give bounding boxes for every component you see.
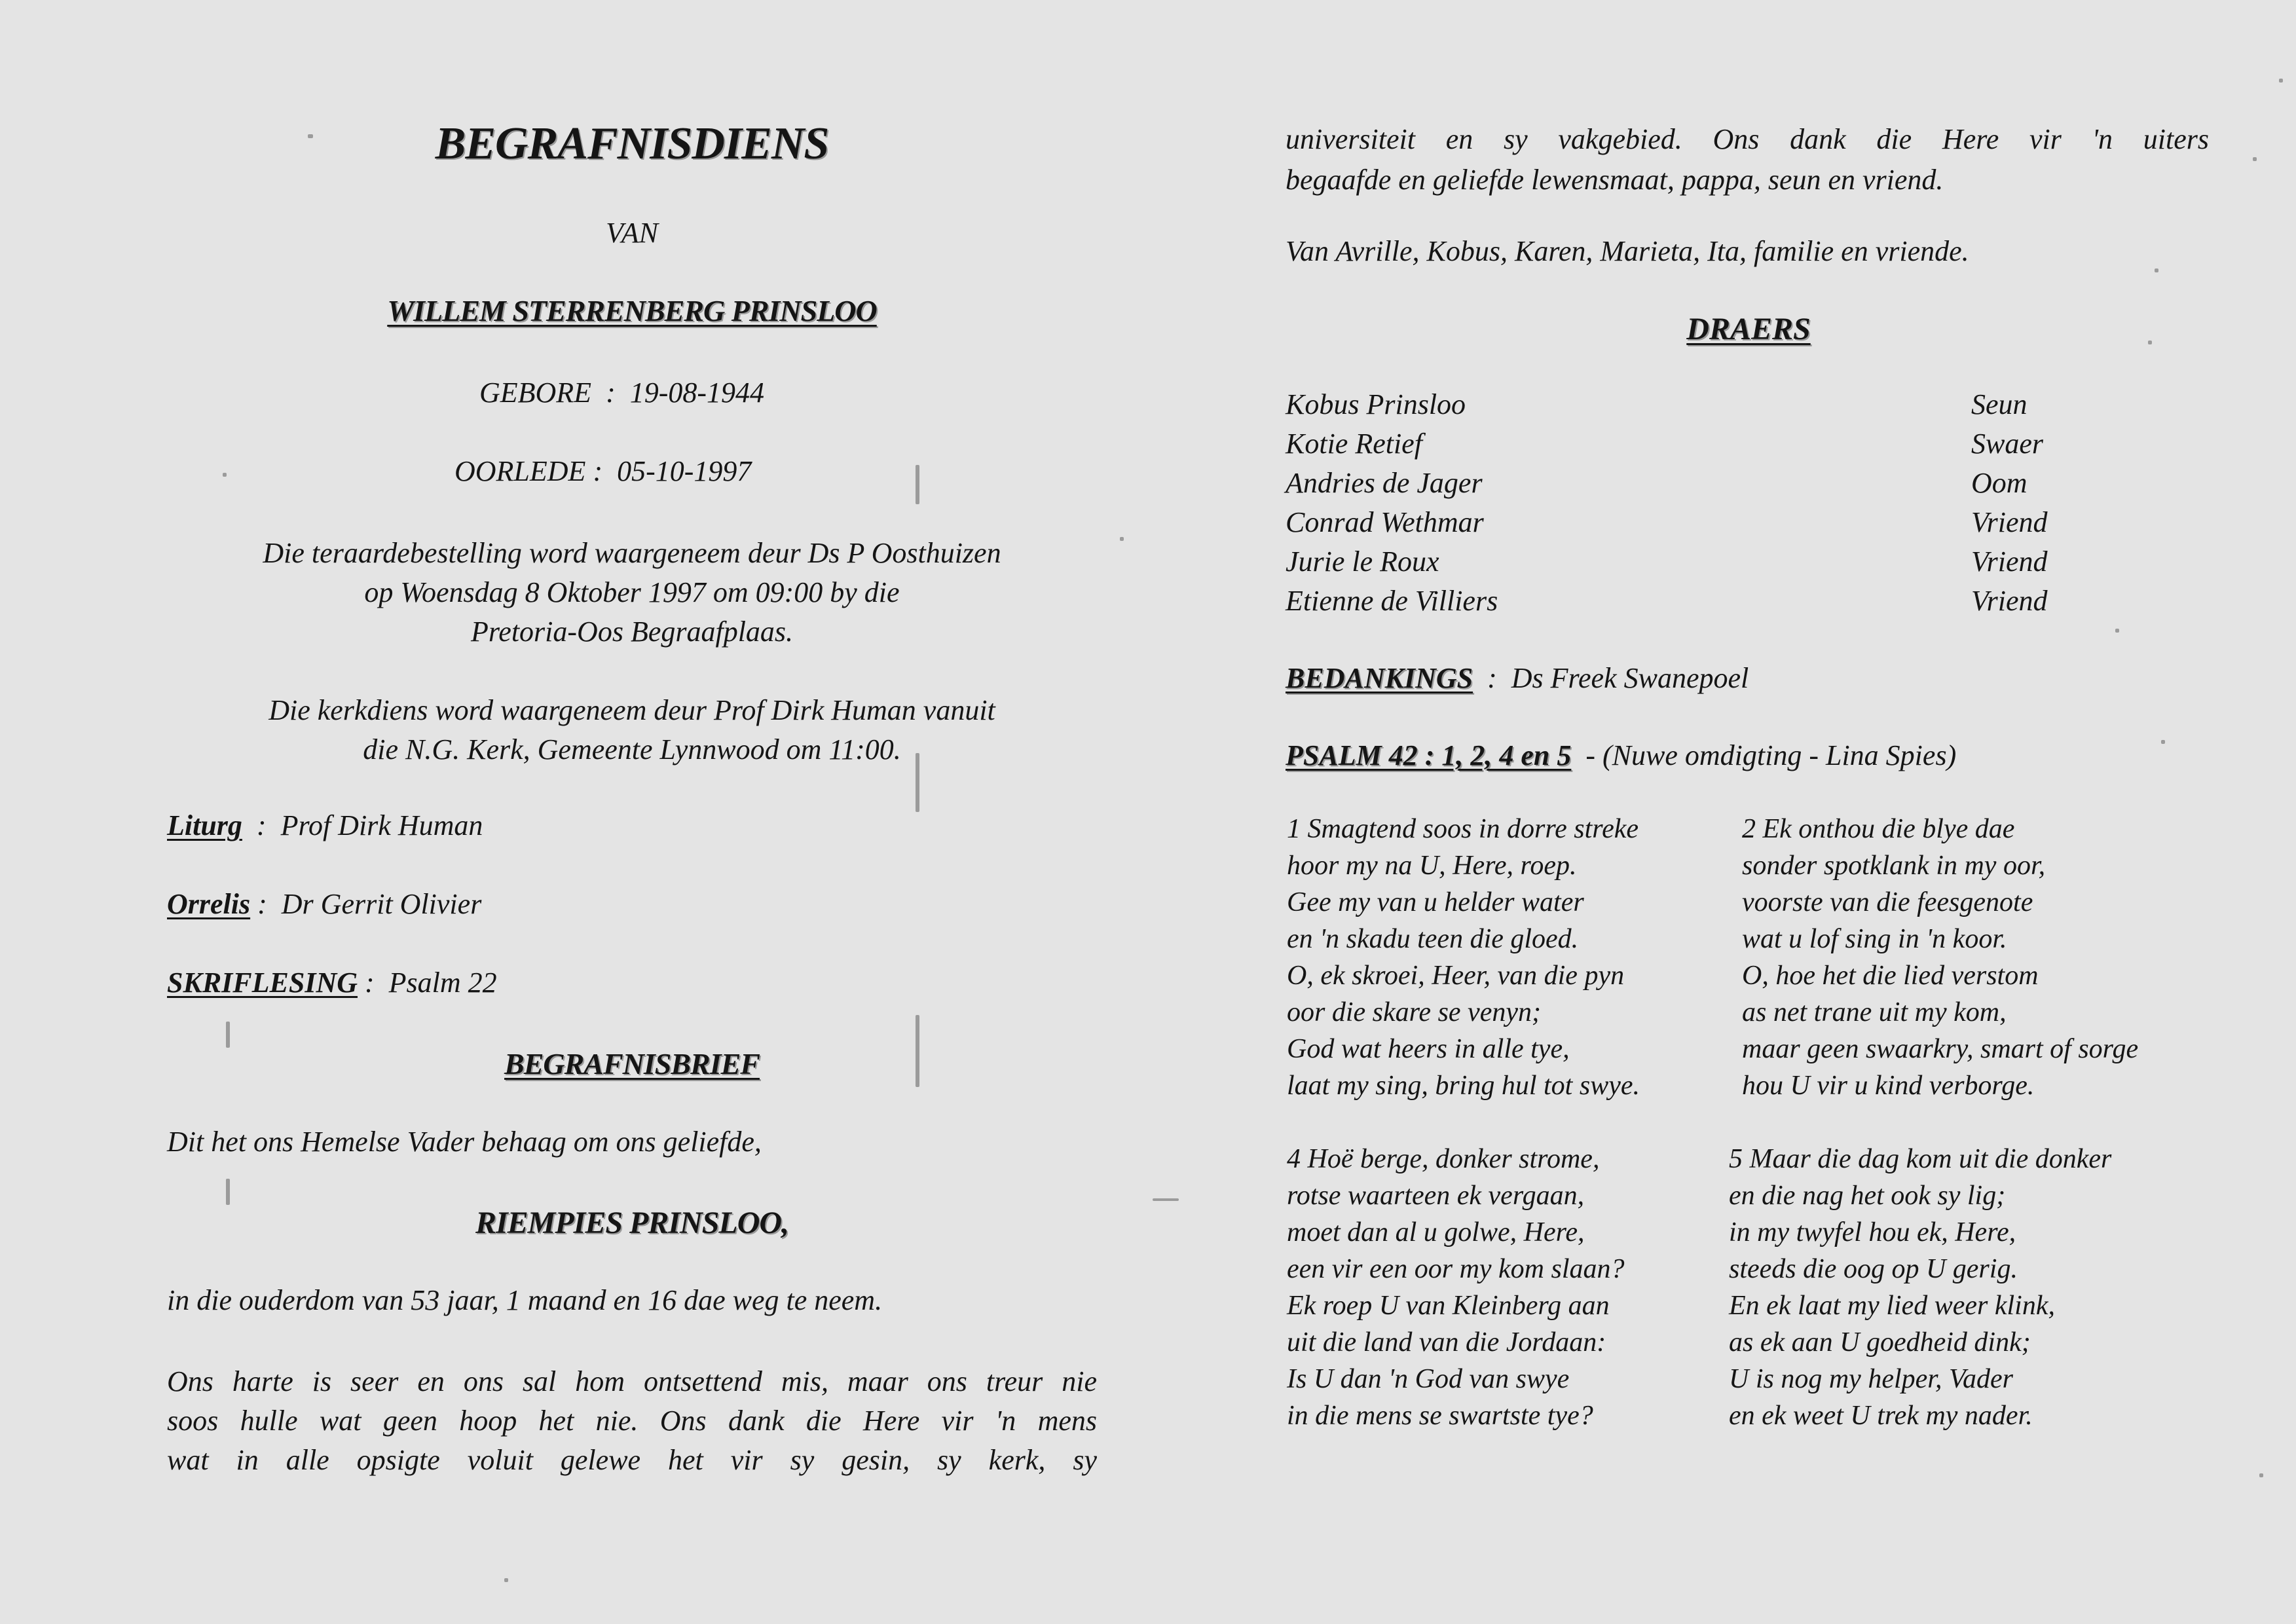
- church-paragraph: [177, 691, 1087, 769]
- stanza-line: hou U vir u kind verborge.: [1742, 1071, 2035, 1101]
- liturg-value: Prof Dirk Human: [280, 809, 483, 841]
- draer-row: [1286, 466, 2137, 506]
- draer-relation: Seun: [1971, 388, 2028, 420]
- stanza-line: in my twyfel hou ek, Here,: [1729, 1217, 2016, 1247]
- birth-date: 19-08-1944: [629, 377, 765, 409]
- skriflesing-line: SKRIFLESING : Psalm 22: [167, 967, 497, 999]
- death-line: OORLEDE : 05-10-1997: [454, 455, 752, 487]
- burial-line: op Woensdag 8 Oktober 1997 om 09:00 by die: [364, 576, 900, 608]
- closing-line: Ons harte is seer en ons sal hom ontsettend mis, maar ons treur nie: [167, 1365, 1097, 1397]
- birth-label: GEBORE: [479, 377, 592, 409]
- psalm-line: [1286, 739, 1956, 772]
- stanza-line: En ek laat my lied weer klink,: [1729, 1291, 2055, 1321]
- draer-relation: Vriend: [1971, 506, 2048, 538]
- orrelis-label: Orrelis: [167, 888, 251, 920]
- deceased-nickname: RIEMPIES PRINSLOO,: [475, 1206, 789, 1240]
- scan-speck: [2279, 79, 2283, 83]
- stanza-line: en 'n skadu teen die gloed.: [1287, 924, 1579, 954]
- draer-name: Kobus Prinsloo: [1286, 388, 1466, 420]
- stanza-line: maar geen swaarkry, smart of sorge: [1742, 1034, 2139, 1064]
- draer-relation: Oom: [1971, 467, 2028, 499]
- closing-paragraph: [167, 1362, 1097, 1480]
- scan-speck: [2148, 341, 2152, 344]
- draer-relation: Vriend: [1971, 545, 2048, 578]
- church-line: die N.G. Kerk, Gemeente Lynnwood om 11:00.: [363, 733, 901, 766]
- scan-speck: [2115, 629, 2119, 633]
- stanza-line: oor die skare se venyn;: [1287, 997, 1541, 1027]
- brief-heading: BEGRAFNISBRIEF: [504, 1047, 760, 1080]
- closing-line: wat in alle opsigte voluit gelewe het vir sy gesin, sy kerk, sy: [167, 1444, 1097, 1476]
- stanza-line: uit die land van die Jordaan:: [1287, 1327, 1606, 1357]
- continued-paragraph: [1286, 119, 2209, 200]
- continued-line: begaafde en geliefde lewensmaat, pappa, seun en vriend.: [1286, 164, 1944, 196]
- page-title: BEGRAFNISDIENS: [435, 119, 829, 169]
- age-line: in die ouderdom van 53 jaar, 1 maand en 16 dae weg te neem.: [167, 1284, 883, 1316]
- scan-speck: [2155, 268, 2158, 272]
- stanza-line: Gee my van u helder water: [1287, 887, 1584, 917]
- stanza-line: as ek aan U goedheid dink;: [1729, 1327, 2031, 1357]
- death-label: OORLEDE: [454, 455, 586, 487]
- scan-speck: [223, 473, 227, 477]
- stanza-line: hoor my na U, Here, roep.: [1287, 851, 1577, 881]
- stanza-line: 5 Maar die dag kom uit die donker: [1729, 1144, 2112, 1174]
- deceased-name: WILLEM STERRENBERG PRINSLOO: [387, 294, 877, 327]
- church-line: Die kerkdiens word waargeneem deur Prof Dirk Human vanuit: [268, 694, 995, 726]
- draer-row: [1286, 427, 2137, 466]
- stanza-line: God wat heers in alle tye,: [1287, 1034, 1570, 1064]
- scan-speck: [504, 1578, 508, 1582]
- family-line: Van Avrille, Kobus, Karen, Marieta, Ita, familie en vriende.: [1286, 235, 1969, 267]
- scan-speck: [2259, 1473, 2263, 1477]
- stanza-line: sonder spotklank in my oor,: [1742, 851, 2046, 881]
- scan-speck: [2253, 157, 2257, 161]
- orrelis-value: Dr Gerrit Olivier: [281, 888, 482, 920]
- skriflesing-label: SKRIFLESING: [167, 967, 358, 999]
- stanza-line: wat u lof sing in 'n koor.: [1742, 924, 2007, 954]
- continued-line: universiteit en sy vakgebied. Ons dank die Here vir 'n uiters: [1286, 123, 2209, 155]
- burial-paragraph: [177, 534, 1087, 652]
- draer-name: Kotie Retief: [1286, 428, 1422, 460]
- stanza-line: laat my sing, bring hul tot swye.: [1287, 1071, 1640, 1101]
- draer-row: [1286, 545, 2137, 584]
- stanza-line: O, ek skroei, Heer, van die pyn: [1287, 961, 1625, 991]
- draer-name: Etienne de Villiers: [1286, 585, 1498, 617]
- psalm-stanza-4: [1287, 1141, 1625, 1434]
- stanza-line: en die nag het ook sy lig;: [1729, 1181, 2006, 1211]
- brief-intro: Dit het ons Hemelse Vader behaag om ons geliefde,: [167, 1126, 762, 1158]
- stanza-line: as net trane uit my kom,: [1742, 997, 2007, 1027]
- stanza-line: O, hoe het die lied verstom: [1742, 961, 2039, 991]
- liturg-label: Liturg: [167, 809, 242, 841]
- psalm-stanza-1: [1287, 811, 1640, 1104]
- stanza-line: rotse waarteen ek vergaan,: [1287, 1181, 1585, 1211]
- psalm-note: - (Nuwe omdigting - Lina Spies): [1585, 739, 1957, 771]
- scan-speck: [1153, 1198, 1179, 1201]
- stanza-line: in die mens se swartste tye?: [1287, 1401, 1593, 1431]
- death-date: 05-10-1997: [617, 455, 752, 487]
- draers-heading: DRAERS: [1686, 312, 1811, 346]
- bedankings-label: BEDANKINGS: [1286, 662, 1473, 694]
- scan-speck: [1120, 537, 1124, 541]
- stanza-line: 4 Hoë berge, donker strome,: [1287, 1144, 1600, 1174]
- van-label: VAN: [606, 217, 658, 249]
- burial-line: Die teraardebestelling word waargeneem deur Ds P Oosthuizen: [263, 537, 1001, 569]
- draer-relation: Vriend: [1971, 585, 2048, 617]
- draer-row: [1286, 584, 2137, 623]
- draer-name: Conrad Wethmar: [1286, 506, 1484, 538]
- skriflesing-value: Psalm 22: [388, 967, 497, 999]
- closing-line: soos hulle wat geen hoop het nie. Ons dank die Here vir 'n mens: [167, 1405, 1097, 1437]
- bedankings-line: BEDANKINGS : Ds Freek Swanepoel: [1286, 662, 1749, 694]
- scan-speck: [916, 465, 919, 504]
- orrelis-line: Orrelis : Dr Gerrit Olivier: [167, 888, 482, 920]
- liturg-line: Liturg : Prof Dirk Human: [167, 809, 483, 841]
- burial-line: Pretoria-Oos Begraafplaas.: [470, 616, 794, 648]
- stanza-line: 1 Smagtend soos in dorre streke: [1287, 814, 1639, 844]
- stanza-line: steeds die oog op U gerig.: [1729, 1254, 2018, 1284]
- stanza-line: U is nog my helper, Vader: [1729, 1364, 2013, 1394]
- stanza-line: Is U dan 'n God van swye: [1287, 1364, 1570, 1394]
- draer-name: Jurie le Roux: [1286, 545, 1439, 578]
- birth-line: GEBORE : 19-08-1944: [479, 377, 765, 409]
- stanza-line: moet dan al u golwe, Here,: [1287, 1217, 1585, 1247]
- psalm-label: PSALM 42 : 1, 2, 4 en 5: [1286, 739, 1572, 771]
- scan-speck: [226, 1179, 230, 1205]
- stanza-line: voorste van die feesgenote: [1742, 887, 2033, 917]
- bedankings-value: Ds Freek Swanepoel: [1511, 662, 1749, 694]
- draer-row: [1286, 506, 2137, 545]
- stanza-line: 2 Ek onthou die blye dae: [1742, 814, 2015, 844]
- stanza-line: een vir een oor my kom slaan?: [1287, 1254, 1625, 1284]
- stanza-line: en ek weet U trek my nader.: [1729, 1401, 2033, 1431]
- draer-name: Andries de Jager: [1286, 467, 1483, 499]
- stanza-line: Ek roep U van Kleinberg aan: [1287, 1291, 1610, 1321]
- draer-row: [1286, 388, 2137, 427]
- scan-speck: [226, 1022, 230, 1048]
- scan-speck: [2161, 740, 2165, 744]
- psalm-stanza-2: [1742, 811, 2138, 1104]
- psalm-stanza-5: [1729, 1141, 2111, 1434]
- draer-relation: Swaer: [1971, 428, 2043, 460]
